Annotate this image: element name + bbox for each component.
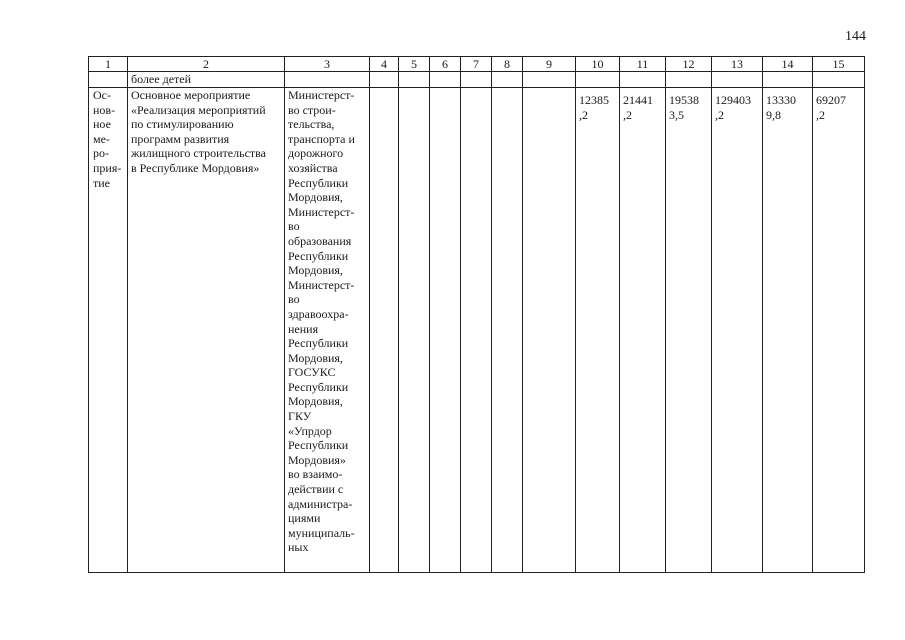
text-line: тие	[93, 175, 110, 190]
table-cell	[576, 72, 620, 88]
table-cell	[89, 72, 128, 88]
table-cell	[399, 72, 430, 88]
table-cell	[813, 72, 865, 88]
main-row	[89, 88, 865, 573]
table-cell	[523, 72, 576, 88]
text-line: образования	[288, 233, 352, 248]
text-line: 12385	[579, 93, 609, 107]
value-cell	[813, 88, 865, 573]
header-cell: 9	[523, 57, 576, 72]
text-line: ро-	[93, 146, 109, 161]
text-line: ,2	[623, 107, 632, 122]
text-line: Министерст-	[288, 204, 355, 219]
text-line: 21441	[623, 93, 653, 107]
budget-table	[88, 56, 865, 573]
text-line: Республики	[288, 336, 349, 351]
text-line: администра-	[288, 496, 353, 511]
header-cell: 4	[370, 57, 399, 72]
text-line: 3,5	[669, 107, 684, 122]
text-line: нения	[288, 321, 319, 336]
text-line: Мордовия,	[288, 394, 343, 409]
table-cell	[712, 72, 763, 88]
header-cell: 13	[712, 57, 763, 72]
header-cell: 2	[128, 57, 285, 72]
value-cell	[620, 88, 666, 573]
text-line: циями	[288, 511, 321, 526]
table-cell	[430, 72, 461, 88]
text-line: во	[288, 219, 300, 234]
text-line: ме-	[93, 131, 110, 146]
table-cell	[461, 88, 492, 573]
text-line: транспорта и	[288, 131, 355, 146]
value-cell	[666, 88, 712, 573]
text-line: Мордовия,	[288, 263, 343, 278]
text-line: по стимулированию	[131, 117, 234, 132]
header-cell: 6	[430, 57, 461, 72]
header-cell: 11	[620, 57, 666, 72]
table-cell	[523, 88, 576, 573]
page-number: 144	[845, 29, 866, 44]
text-line: прия-	[93, 160, 122, 175]
text-line: 13330	[766, 93, 796, 107]
table-cell	[492, 88, 523, 573]
header-cell: 10	[576, 57, 620, 72]
header-cell: 14	[763, 57, 813, 72]
text-line: 19538	[669, 93, 699, 107]
executor-cell	[285, 88, 370, 573]
table-cell	[461, 72, 492, 88]
text-line: Мордовия,	[288, 190, 343, 205]
text-line: ,2	[715, 107, 724, 122]
header-cell: 7	[461, 57, 492, 72]
text-line: «Реализация мероприятий	[131, 102, 266, 117]
table-cell	[492, 72, 523, 88]
table-cell	[666, 72, 712, 88]
table-cell	[370, 72, 399, 88]
text-line: ных	[288, 540, 309, 555]
table-cell	[370, 88, 399, 573]
text-line: в Республике Мордовия»	[131, 160, 260, 175]
text-line: 129403	[715, 93, 751, 107]
text-line: Мордовия,	[288, 350, 343, 365]
header-cell: 15	[813, 57, 865, 72]
continued-text: более детей	[128, 72, 285, 88]
text-line: ГОСУКС	[288, 365, 336, 380]
activity-name-cell	[128, 88, 285, 573]
text-line: тельства,	[288, 117, 335, 132]
header-cell: 3	[285, 57, 370, 72]
text-line: Мордовия»	[288, 452, 346, 467]
text-line: программ развития	[131, 131, 230, 146]
text-line: действии с	[288, 482, 344, 497]
text-line: Республики	[288, 175, 349, 190]
text-line: Республики	[288, 379, 349, 394]
text-line: 9,8	[766, 107, 781, 122]
value-cell	[763, 88, 813, 573]
value-cell	[712, 88, 763, 573]
text-line: «Упрдор	[288, 423, 332, 438]
table-cell	[763, 72, 813, 88]
text-line: во строи-	[288, 102, 336, 117]
text-line: во	[288, 292, 300, 307]
text-line: Республики	[288, 438, 349, 453]
header-cell: 12	[666, 57, 712, 72]
text-line: муниципаль-	[288, 525, 355, 540]
text-line: во взаимо-	[288, 467, 343, 482]
text-line: Министерст-	[288, 277, 355, 292]
text-line: Министерст-	[288, 88, 355, 102]
text-line: Основное мероприятие	[131, 88, 251, 102]
table-cell	[285, 72, 370, 88]
text-line: дорожного	[288, 146, 344, 161]
table-cell	[430, 88, 461, 573]
value-cell	[576, 88, 620, 573]
text-line: ,2	[816, 107, 825, 122]
text-line: 69207	[816, 93, 846, 107]
header-cell: 5	[399, 57, 430, 72]
text-line: Республики	[288, 248, 349, 263]
row-type-cell	[89, 88, 128, 573]
text-line: ,2	[579, 107, 588, 122]
header-cell: 1	[89, 57, 128, 72]
header-cell: 8	[492, 57, 523, 72]
text-line: здравоохра-	[288, 306, 349, 321]
text-line: Ос-	[93, 88, 111, 102]
text-line: нов-	[93, 102, 116, 117]
text-line: хозяйства	[288, 160, 338, 175]
table-cell	[620, 72, 666, 88]
header-row	[89, 57, 865, 72]
continuation-row	[89, 72, 865, 88]
text-line: жилищного строительства	[131, 146, 266, 161]
text-line: ное	[93, 117, 111, 132]
table-cell	[399, 88, 430, 573]
text-line: ГКУ	[288, 409, 312, 424]
